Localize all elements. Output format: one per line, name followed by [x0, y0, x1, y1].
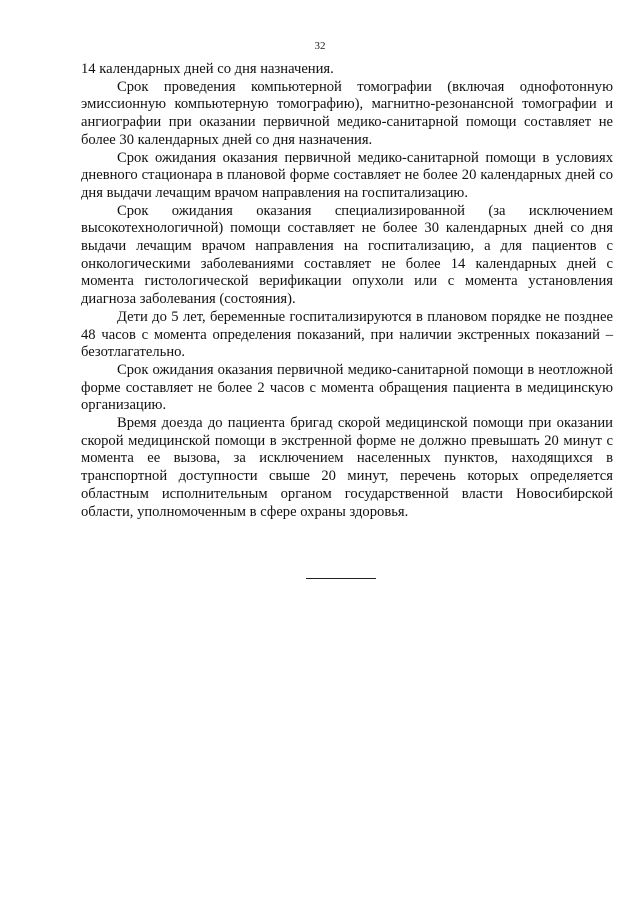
paragraph-children-pregnant: Дети до 5 лет, беременные госпитализируются в плановом порядке не позднее 48 часов с момента определения показаний, при наличии экстренных показаний – безотлагательно. — [81, 308, 613, 361]
paragraph-specialized-care-wait: Срок ожидания оказания специализированной (за исключением высокотехнологичной) помощи составляет не более 30 календарных дней со дня выдачи лечащим врачом направления на госпитализацию, а для пациентов с онкологическими заболеваниями составляет не более 14 календарных дней с момента гистологической верификации опухоли или с момента установления диагноза заболевания (состояния). — [81, 202, 613, 308]
paragraph-urgent-care-wait: Срок ожидания оказания первичной медико-санитарной помощи в неотложной форме составляет не более 2 часов с момента обращения пациента в медицинскую организацию. — [81, 361, 613, 414]
paragraph-tomography-wait: Срок проведения компьютерной томографии (включая однофотонную эмиссионную компьютерную томографию), магнитно-резонансной томографии и ангиографии при оказании первичной медико-санитарной помощи составляет не более 30 календарных дней со дня назначения. — [81, 78, 613, 148]
paragraph-ambulance-arrival: Время доезда до пациента бригад скорой медицинской помощи при оказании скорой медицинской помощи в экстренной форме не должно превышать 20 минут с момента ее вызова, за исключением населенных пунктов, находящихся в транспортной доступности свыше 20 минут, перечень которых определяется областным исполнительным органом государственной власти Новосибирской области, уполномоченным в сфере охраны здоровья. — [81, 415, 613, 520]
page-number: 32 — [314, 40, 326, 52]
end-of-section-rule — [306, 578, 376, 579]
paragraph-continuation: 14 календарных дней со дня назначения. — [81, 61, 334, 77]
paragraph-day-hospital-wait: Срок ожидания оказания первичной медико-санитарной помощи в условиях дневного стационара в плановой форме составляет не более 20 календарных дней со дня выдачи лечащим врачом направления на госпитализацию. — [81, 149, 613, 201]
document-body — [81, 61, 613, 521]
